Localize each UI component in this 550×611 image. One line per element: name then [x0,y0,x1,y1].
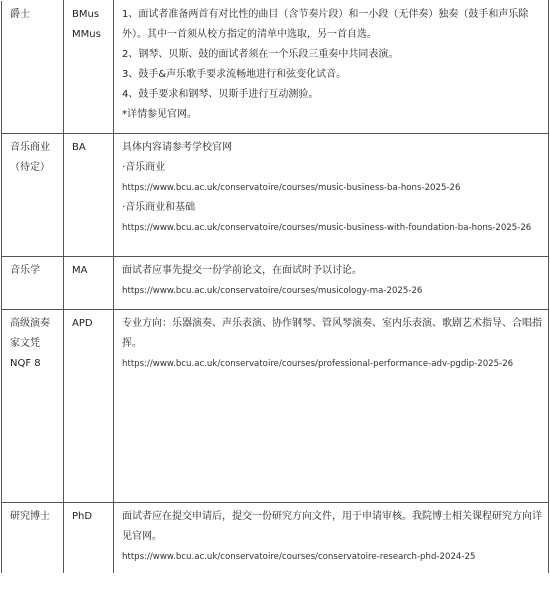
detail-text: 具体内容请参考学校官网 [122,142,232,153]
detail-text: 专业方向：乐器演奏、声乐表演、协作钢琴、管风琴演奏、室内乐表演、歌剧艺术指导、合唱指挥。 [122,318,542,349]
detail-text: 面试者应事先提交一份学前论文，在面试时予以讨论。 [122,265,362,276]
program-cell [2,310,64,503]
details-cell [114,310,549,503]
detail-text: *详情参见官网。 [122,109,197,120]
program-name: 音乐商业 [10,142,50,153]
course-link[interactable]: https://www.bcu.ac.uk/conservatoire/courses/conservatoire-research-phd-2024-25 [122,552,476,562]
table-row [2,503,549,574]
degree-cell [64,257,114,310]
details-cell [114,1,549,134]
detail-text: 4、鼓手要求和钢琴、贝斯手进行互动测验。 [122,89,319,100]
detail-text: 3、鼓手&声乐歌手要求流畅地进行和弦变化试音。 [122,69,347,80]
degree-label: MMus [72,29,101,40]
course-link[interactable]: https://www.bcu.ac.uk/conservatoire/courses/professional-performance-adv-pgdip-2025-26 [122,359,514,369]
degree-label: MA [72,265,88,276]
program-name: 音乐学 [10,265,40,276]
course-link[interactable]: https://www.bcu.ac.uk/conservatoire/courses/music-business-ba-hons-2025-26 [122,183,461,193]
degree-cell [64,503,114,574]
program-cell [2,257,64,310]
program-name: NQF 8 [10,358,41,369]
course-link[interactable]: https://www.bcu.ac.uk/conservatoire/courses/musicology-ma-2025-26 [122,286,423,296]
detail-text: 2、钢琴、贝斯、鼓的面试者须在一个乐段三重奏中共同表演。 [122,49,399,60]
degree-cell [64,1,114,134]
degree-label: APD [72,318,93,329]
program-name: 家文凭 [10,338,40,349]
detail-text: ·音乐商业和基础 [122,202,196,213]
details-cell [114,257,549,310]
detail-text: 1、面试者准备两首有对比性的曲目（含节奏片段）和一小段（无伴奏）独奏（鼓手和声乐除外）。其中一首须从校方指定的清单中选取，另一首自选。 [122,9,529,40]
program-name: 研究博士 [10,511,50,522]
program-name: 爵士 [10,9,30,20]
detail-text: ·音乐商业 [122,162,166,173]
details-cell [114,134,549,257]
degree-label: PhD [72,511,93,522]
table-row [2,1,549,134]
table-row [2,134,549,257]
details-cell [114,503,549,574]
degree-label: BA [72,142,86,153]
degree-cell [64,134,114,257]
program-cell [2,503,64,574]
table-row [2,310,549,503]
table-row [2,257,549,310]
degree-label: BMus [72,9,100,20]
program-requirements-table [1,0,549,574]
program-name: 高级演奏 [10,318,50,329]
detail-text: 面试者应在提交申请后，提交一份研究方向文件，用于申请审核。我院博士相关课程研究方向详见官网。 [122,511,542,542]
degree-cell [64,310,114,503]
program-cell [2,134,64,257]
program-name: （待定） [10,162,50,173]
course-link[interactable]: https://www.bcu.ac.uk/conservatoire/courses/music-business-with-foundation-ba-hons-2025-26 [122,223,532,233]
program-cell [2,1,64,134]
